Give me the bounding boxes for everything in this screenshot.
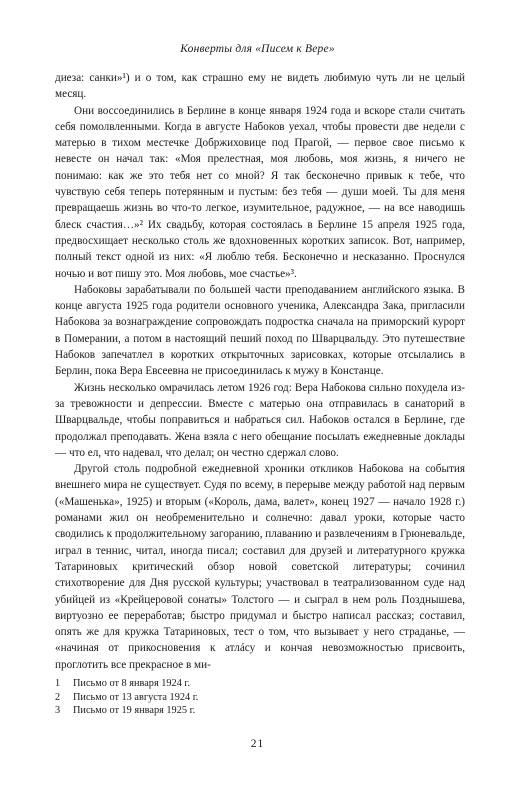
footnote (55, 704, 465, 718)
footnote-number: 1 (55, 678, 61, 689)
footnote (55, 691, 465, 705)
page-number: 21 (250, 738, 265, 750)
footnote-number: 2 (55, 691, 61, 703)
paragraph-teaching: Набоковы зарабатывали по большей части преподаванием английского языка. В конце августа 1925 года родители основного ученика, Александра Зака, пригласили Набокова за вознаграждение сопровождать подростка сначала на приморский курорт в Померании, а потом в настоящий пеший поход по Шварцвальду. Это путешествие Набоков запечатлел в коротких открыточных зарисовках, которые отсылались в Берлин, пока Вера Евсеевна не присоединилась к мужу в Констанце. (55, 283, 465, 378)
footnote-number: 3 (55, 705, 61, 717)
running-header: Конверты для «Писем к Вере» (180, 43, 335, 55)
paragraph-illness: Жизнь несколько омрачилась летом 1926 год: Вера Набокова сильно похудела из-за тревожности и депрессии. Вместе с матерью она отправилась в санаторий в Шварцвальде, чтобы поправиться и набраться сил. Набоков остался в Берлине, где продолжал преподавать. Жена взяла с него обещание посылать ежедневные доклады — что ел, что надевал, что делал; он честно сдержал слово. (55, 381, 465, 459)
footnotes (55, 677, 465, 718)
footnote-text: Письмо от 19 января 1925 г. (73, 705, 196, 717)
paragraph-chronicle: Другой столь подробной ежедневной хроники откликов Набокова на события внешнего мира не существует. Судя по всему, в перерыве между работой над первым («Машенька», 1925) и вторым («Король, дама, валет», конец 1927 — начало 1928 г.) романами жил он необременительно и солнечно: давал уроки, которые часто сводились к продолжительному загоранию, плаванию и развлечениям в Грюневальде, играл в теннис, читал, иногда писал; составил для друзей и литературного кружка Татариновых критический обзор новой советской литературы; сочинил стихотворение для Дня русской культуры; участвовал в театрализованном суде над убийцей из «Крейцеровой сонаты» Толстого — и сыграл в нем роль Позднышева, виртуозно ее переработав; быстро придумал и быстро написал рассказ; составил, опять же для кружка Татариновых, тест о том, что вызывает у него страданье, — «начиная от прикосновения к атлáсу и кончая невозможностью присвоить, проглотить все прекрасное в ми- (55, 463, 465, 671)
body-text (55, 70, 465, 673)
paragraph-reunion: Они воссоединились в Берлине в конце января 1924 года и вскоре стали считать себя помолвленными. Когда в августе Набоков уехал, чтобы провести две недели с матерью в тихом местечке Добржиховице под Прагой, — первое свое письмо к невесте он начал так: «Моя прелестная, моя любовь, моя жизнь, я ничего не понимаю: как же это тебя нет со мной? Я так бесконечно привык к тебе, что чувствую себя теперь потерянным и пустым: без тебя — души моей. Ты для меня превращаешь жизнь во что-то легкое, изумительное, радужное, — на все наводишь блеск счастия…»² Их свадьбу, которая состоялась в Берлине 15 апреля 1925 года, предвосхищает несколько столь же вдохновенных коротких записок. Вот, например, полный текст одной из них: «Я люблю тебя. Бесконечно и несказанно. Проснулся ночью и вот пишу это. Моя любовь, мое счастье»³. (55, 104, 465, 280)
footnote-text: Письмо от 8 января 1924 г. (73, 678, 191, 689)
paragraph-continuation: диеза: санки»¹) и о том, как страшно ему не видеть любимую чуть ли не целый месяц. (55, 72, 465, 101)
footnote-text: Письмо от 13 августа 1924 г. (73, 691, 199, 703)
footnote (55, 677, 465, 691)
